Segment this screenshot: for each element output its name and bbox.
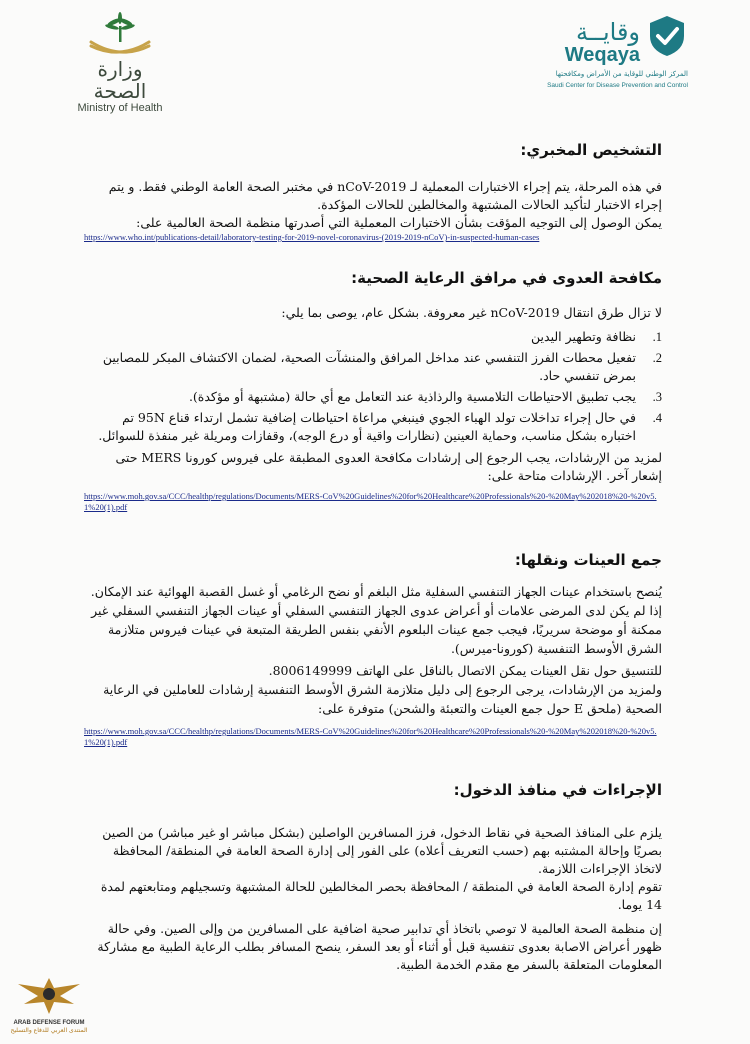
recommendation-list xyxy=(84,328,662,445)
paragraph: في هذه المرحلة، يتم إجراء الاختبارات المعملية لـ nCoV-2019 في مختبر الصحة العامة الوطني فقط. و يتم إجراء الاختبار لتأكيد الحالات المشتبهة والمخالطين للحالات المؤكدة. xyxy=(108,179,662,212)
paragraph: تقوم إدارة الصحة العامة في المنطقة / المحافظة بحصر المخالطين للحالة المشتبهة وتسجيلهم ومتابعتهم لمدة 14 يوما. xyxy=(100,879,662,912)
list-item: 1. نظافة وتطهير اليدين xyxy=(531,329,662,344)
paragraph: لا تزال طرق انتقال nCoV-2019 غير معروفة. بشكل عام، يوصى بما يلي: xyxy=(281,305,662,320)
section-lab-diagnosis xyxy=(84,140,662,243)
paragraph: للتنسيق حول نقل العينات يمكن الاتصال بالناقل على الهاتف 8006149999. xyxy=(268,663,662,678)
who-link[interactable]: https://www.who.int/publications-detail/laboratory-testing-for-2019-novel-coronavirus-(2019-2019-nCoV)-in-suspected-human-cases xyxy=(84,232,540,242)
watermark-subtitle: المنتدى العربي للدفاع والتسليح xyxy=(10,1027,88,1034)
watermark-title: ARAB DEFENSE FORUM xyxy=(13,1020,85,1026)
paragraph: يُنصح باستخدام عينات الجهاز التنفسي السفلية مثل البلغم أو نضح الرغامي أو غسل القصبة الهوائية عند الإمكان. إذا لم يكن لدى المرضى علامات أو أعراض عدوى الجهاز التنفسي السفلي أو عينات الجهاز التنفسي السفلي غير ممكنة أو موضحة سريريًا، فيجب جمع عينات البلعوم الأنفي بنفس الطريقة المتبعة في عينات فيروس متلازمة الشرق الأوسط التنفسية (كورونا-ميرس). xyxy=(90,584,662,656)
moh-name-en: Ministry of Health xyxy=(77,102,163,114)
list-item: 4. في حال إجراء تداخلات تولد الهباء الجوي فينبغي مراعاة احتياطات إضافية تشمل ارتداء قناع 95N تم اختباره بشكل مناسب، وحماية العينين (نظارات واقية أو درع الوجه)، وقفازات ومريلة غير منفذة للسوائل. xyxy=(98,410,662,443)
paragraph: ولمزيد من الإرشادات، يرجى الرجوع إلى دليل متلازمة الشرق الأوسط التنفسية إرشادات للعاملين في الرعاية الصحية (ملحق E حول جمع العينات والتعبئة والشحن) متوفرة على: xyxy=(103,682,662,716)
paragraph: يلزم على المنافذ الصحية في نقاط الدخول، فرز المسافرين الواصلين (بشكل مباشر او غير مباشر) من الصين بصريًا وإحالة المشتبه بهم (حسب التعريف أعلاه) على الفور إلى إدارة الصحة العامة في المنطقة/ المحافظة لاتخاذ الإجراءات اللازمة. xyxy=(102,825,662,876)
section-title: مكافحة العدوى في مرافق الرعاية الصحية: xyxy=(351,269,662,287)
weqaya-name-en: Weqaya xyxy=(564,44,640,66)
eagle-logo-icon xyxy=(14,974,84,1016)
weqaya-subtitle-ar: المركز الوطني للوقاية من الأمراض ومكافحتها xyxy=(555,70,688,78)
section-title: جمع العينات ونقلها: xyxy=(514,551,662,569)
forum-watermark xyxy=(6,974,92,1040)
paragraph: لمزيد من الإرشادات، يجب الرجوع إلى إرشادات مكافحة العدوى المطبقة على فيروس كورونا MERS حتى إشعار آخر. الإرشادات متاحة على: xyxy=(115,450,662,483)
weqaya-subtitle-en: Saudi Center for Disease Prevention and Control xyxy=(547,82,688,89)
list-item: 2. تفعيل محطات الفرز التنفسي عند مداخل المرافق والمنشآت الصحية، لضمان الاكتشاف المبكر للمصابين بمرض تنفسي حاد. xyxy=(102,350,662,383)
mers-guidelines-link[interactable]: https://www.moh.gov.sa/CCC/healthp/regulations/Documents/MERS-CoV%20Guidelines%20for%20Healthcare%20Professionals%20-%20May%202018%20-%20v5.1%20(1).pdf xyxy=(84,491,657,512)
section-title: الإجراءات في منافذ الدخول: xyxy=(453,781,662,799)
section-title: التشخيص المخبري: xyxy=(520,141,662,159)
moh-name-ar: وزارة الصحة xyxy=(93,57,147,103)
weqaya-name-ar: وقايــة xyxy=(576,18,640,46)
section-samples xyxy=(84,550,662,748)
palm-swords-icon xyxy=(85,12,155,58)
paragraph: يمكن الوصول إلى التوجيه المؤقت بشأن الاختبارات المعملية التي أصدرتها منظمة الصحة العالمية على: xyxy=(136,215,662,230)
shield-check-icon xyxy=(646,14,688,58)
weqaya-logo xyxy=(518,14,688,94)
paragraph: إن منظمة الصحة العالمية لا توصي باتخاذ أي تدابير صحية اضافية على المسافرين من وإلى الصين. وفي حالة ظهور أعراض الاصابة بعدوى تنفسية قبل أو أثناء أو بعد السفر، ينصح المسافر بطلب الرعاية الطبية مع مشاركة المعلومات المتعلقة بالسفر مع مقدم الخدمة الطبية. xyxy=(97,921,662,972)
mers-guidelines-link[interactable]: https://www.moh.gov.sa/CCC/healthp/regulations/Documents/MERS-CoV%20Guidelines%20for%20Healthcare%20Professionals%20-%20May%202018%20-%20v5.1%20(1).pdf xyxy=(84,726,657,747)
moh-logo xyxy=(70,12,170,114)
section-infection-control xyxy=(84,268,662,513)
section-entry-points xyxy=(84,780,662,974)
list-item: 3. يجب تطبيق الاحتياطات التلامسية والرذاذية عند التعامل مع أي حالة (مشتبهة أو مؤكدة). xyxy=(188,389,662,404)
